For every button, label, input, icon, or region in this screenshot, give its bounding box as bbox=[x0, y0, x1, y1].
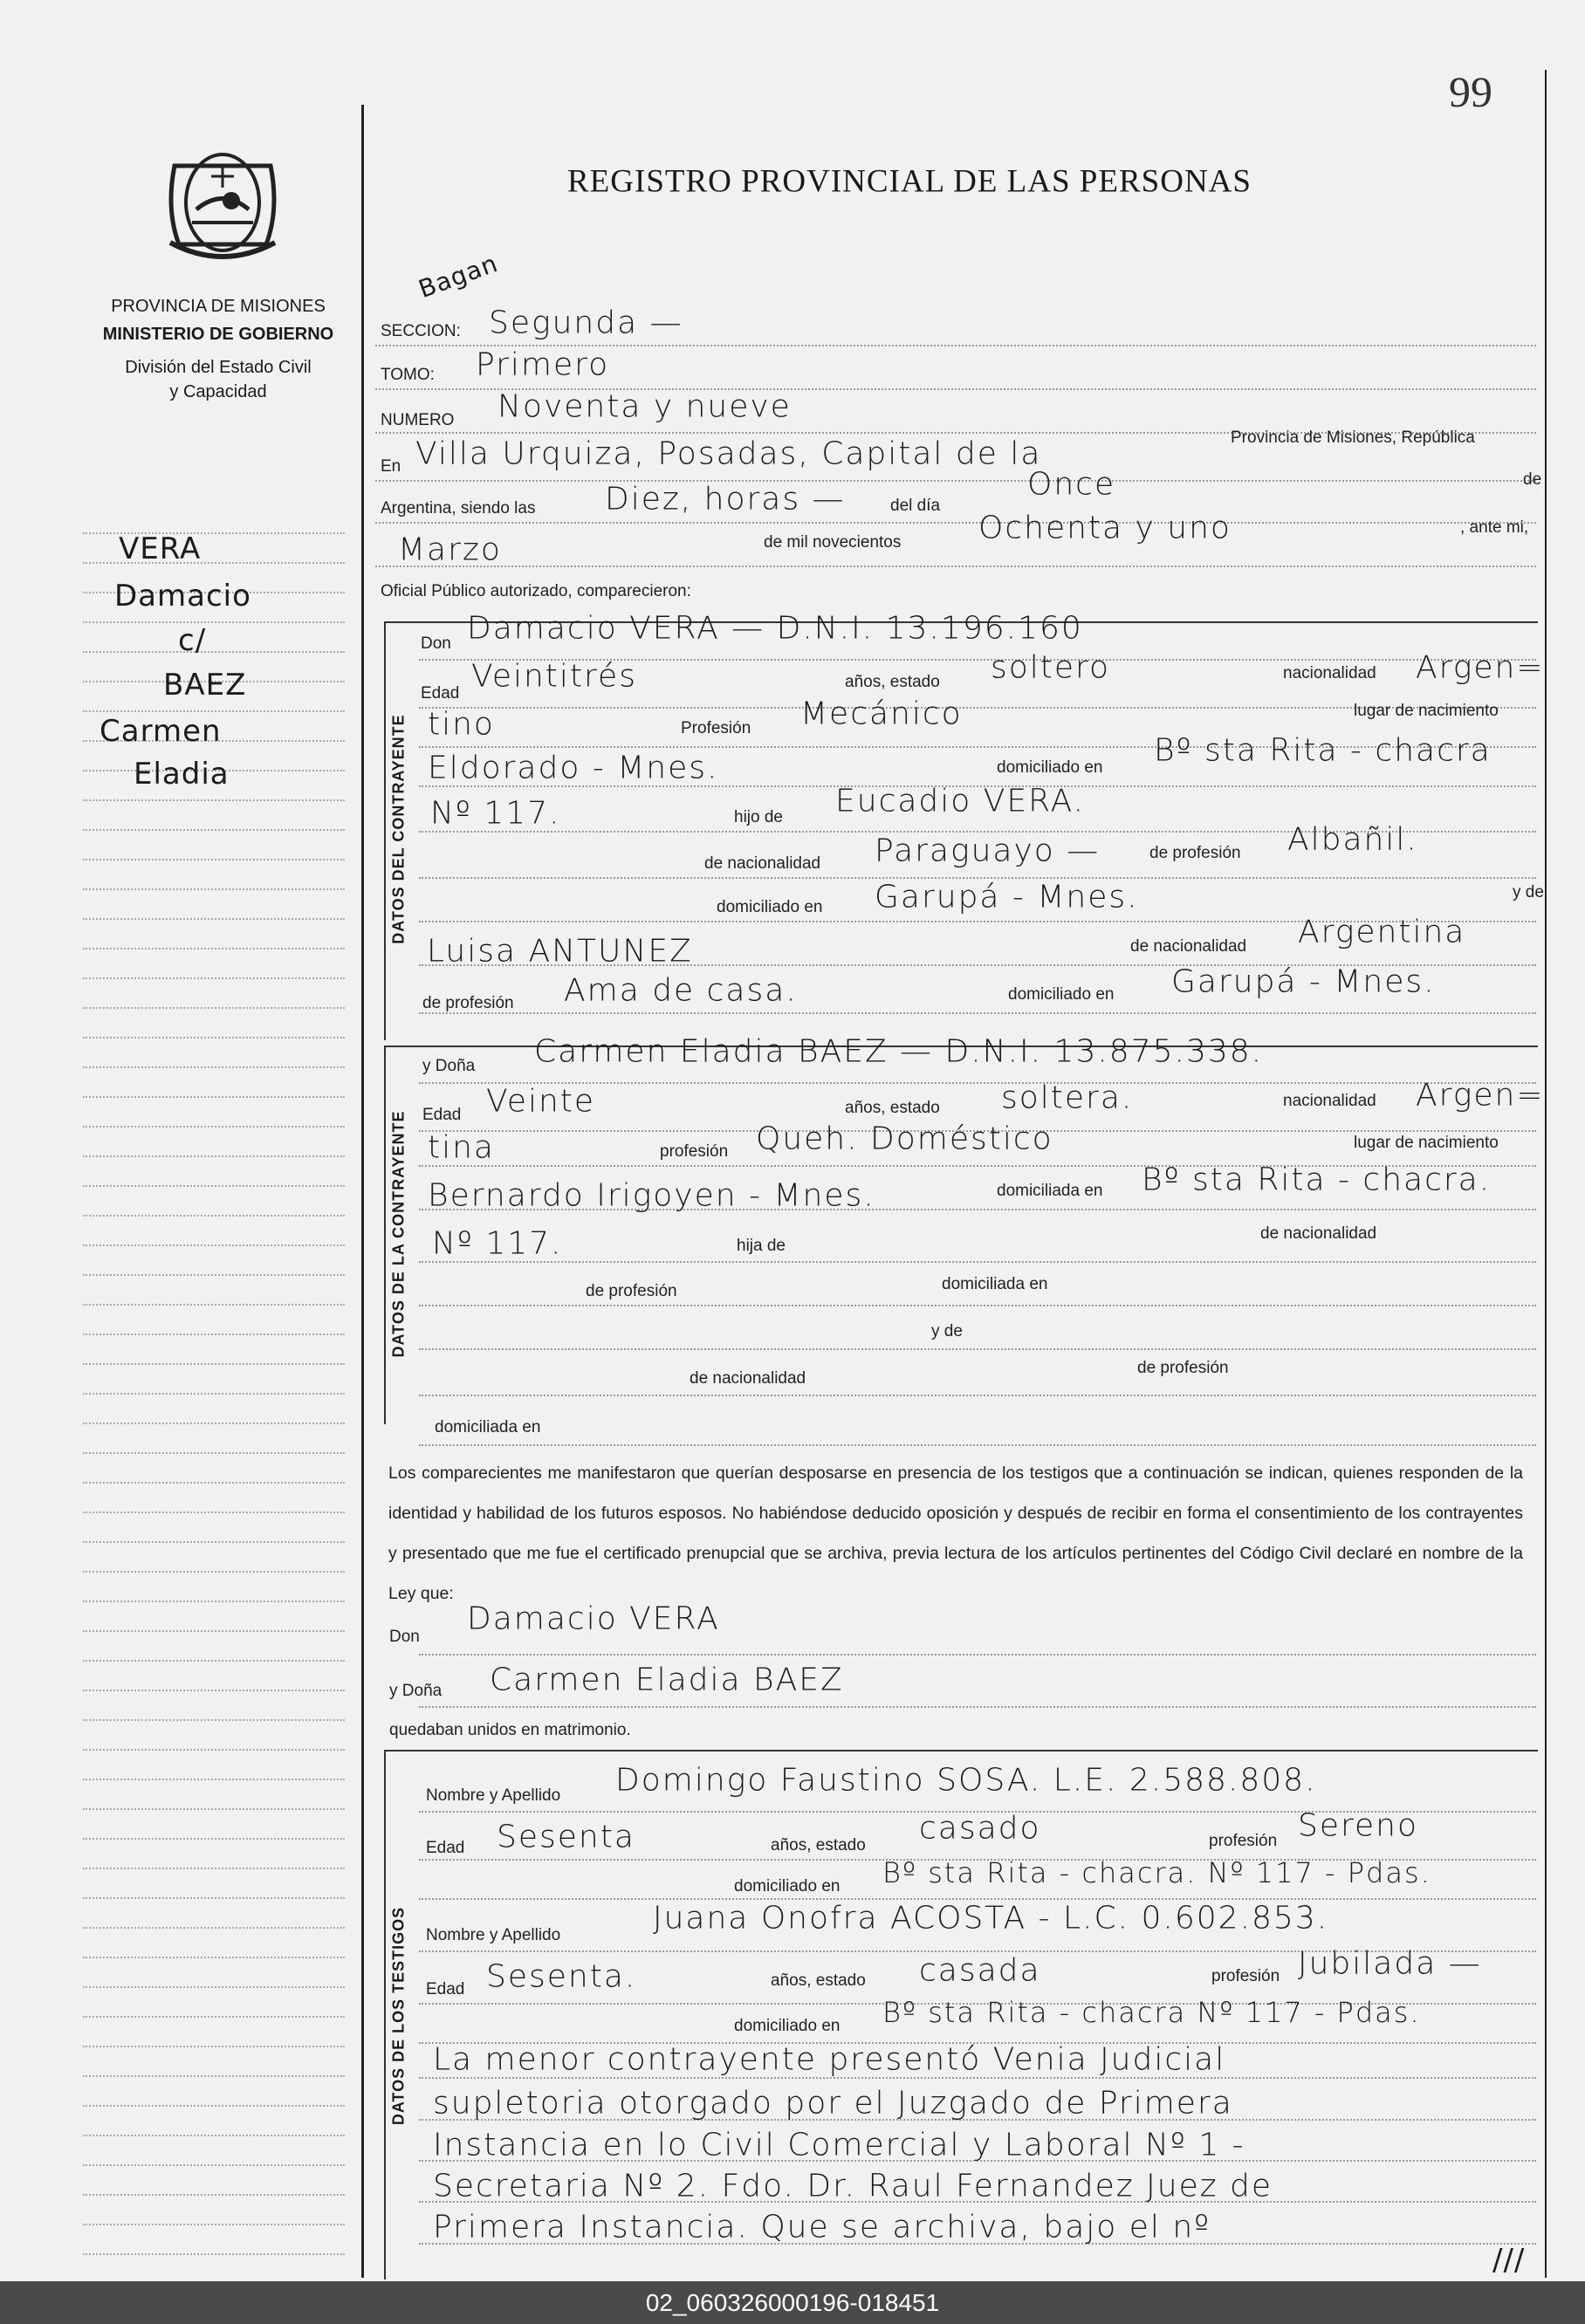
margin-ruled-line bbox=[83, 1452, 345, 1454]
margin-ruled-line bbox=[83, 1749, 345, 1751]
madre-nac-label: de nacionalidad bbox=[1130, 937, 1247, 956]
groom-age: Veintitrés bbox=[471, 658, 637, 695]
hija-label: hija de bbox=[737, 1237, 786, 1255]
hour-value: Diez, horas — bbox=[605, 481, 846, 518]
provincia-text: Provincia de Misiones, República bbox=[1231, 428, 1475, 447]
margin-ruled-line bbox=[83, 1808, 345, 1810]
margin-ruled-line bbox=[83, 1779, 345, 1780]
ministry-name: MINISTERIO DE GOBIERNO bbox=[102, 325, 334, 344]
end-mark: /// bbox=[1492, 2243, 1526, 2278]
witness-1-age: Sesenta bbox=[497, 1819, 635, 1855]
groom-address-cont: Nº 117. bbox=[430, 795, 561, 832]
numero-label: NUMERO bbox=[381, 411, 455, 429]
declared-bride: Carmen Eladia BAEZ bbox=[490, 1662, 844, 1698]
madre-prof-label: de profesión bbox=[422, 994, 514, 1012]
scan-id-footer: 02_060326000196-018451 bbox=[0, 2281, 1585, 2324]
margin-name: VERA bbox=[119, 531, 202, 566]
madre-dom-label: domiciliado en bbox=[1008, 985, 1115, 1004]
bride-address-cont: Nº 117. bbox=[432, 1225, 563, 1262]
seccion-label: SECCION: bbox=[381, 322, 461, 340]
margin-name: c/ bbox=[178, 623, 207, 658]
contrayente-section-label: DATOS DEL CONTRAYENTE bbox=[389, 714, 408, 944]
tomo-value: Primero bbox=[476, 346, 610, 383]
madre-nac-label: de nacionalidad bbox=[690, 1369, 806, 1388]
margin-ruled-line bbox=[83, 948, 345, 949]
bride-age: Veinte bbox=[486, 1083, 596, 1120]
division-name: División del Estado Civil bbox=[125, 358, 312, 377]
mother-nationality: Argentina bbox=[1298, 914, 1466, 950]
margin-ruled-line bbox=[83, 1512, 345, 1513]
margin-name: Carmen bbox=[99, 714, 222, 749]
witness-1-address: Bº sta Rita - chacra. Nº 117 - Pdas. bbox=[882, 1856, 1431, 1889]
madre-prof-label: de profesión bbox=[1137, 1359, 1229, 1377]
anios-label: años, estado bbox=[771, 1971, 866, 1990]
dona-label: y Doña bbox=[389, 1682, 443, 1700]
margin-ruled-line bbox=[83, 1066, 345, 1068]
note-line: supletoria otorgado por el Juzgado de Primera bbox=[433, 2085, 1233, 2122]
mother-address: Garupá - Mnes. bbox=[1171, 963, 1436, 1000]
witness-2-age: Sesenta. bbox=[486, 1958, 637, 1995]
form-line bbox=[375, 522, 1536, 524]
margin-ruled-line bbox=[83, 1096, 345, 1098]
province-name: PROVINCIA DE MISIONES bbox=[111, 297, 326, 316]
margin-ruled-line bbox=[83, 1630, 345, 1632]
margin-ruled-line bbox=[83, 1274, 345, 1276]
argentina-label: Argentina, siendo las bbox=[381, 499, 536, 518]
witness-1-profession: Sereno bbox=[1298, 1807, 1418, 1844]
edad-label: Edad bbox=[422, 1106, 462, 1124]
margin-ruled-line bbox=[83, 1393, 345, 1395]
division-name-2: y Capacidad bbox=[169, 382, 267, 401]
nombre-label: Nombre y Apellido bbox=[426, 1926, 561, 1944]
form-line bbox=[375, 480, 1536, 482]
seccion-value: Segunda — bbox=[489, 305, 683, 341]
bride-address: Bº sta Rita - chacra. bbox=[1142, 1162, 1492, 1198]
margin-ruled-line bbox=[83, 651, 345, 653]
bride-nationality: Argen= bbox=[1416, 1077, 1545, 1114]
margin-ruled-line bbox=[83, 1423, 345, 1424]
margin-ruled-line bbox=[83, 1927, 345, 1929]
misiones-seal-icon bbox=[157, 140, 288, 271]
mother-profession: Ama de casa. bbox=[564, 972, 798, 1009]
note-line: Secretaria Nº 2. Fdo. Dr. Raul Fernandez Juez de bbox=[433, 2168, 1273, 2204]
nacionalidad-label: nacionalidad bbox=[1283, 664, 1376, 682]
margin-name: BAEZ bbox=[163, 668, 247, 703]
don-label: Don bbox=[389, 1628, 420, 1646]
margin-ruled-line bbox=[83, 1571, 345, 1573]
numero-value: Noventa y nueve bbox=[497, 388, 792, 425]
margin-ruled-line bbox=[83, 2164, 345, 2166]
margin-name: Eladia bbox=[134, 757, 230, 792]
margin-ruled-line bbox=[83, 1215, 345, 1217]
anios-label: años, estado bbox=[845, 1099, 940, 1117]
profesion-label: profesión bbox=[1211, 1967, 1280, 1985]
margin-ruled-line bbox=[83, 621, 345, 623]
margin-ruled-line bbox=[83, 1185, 345, 1187]
form-line bbox=[419, 1654, 1536, 1656]
groom-address: Bº sta Rita - chacra bbox=[1154, 732, 1492, 769]
margin-ruled-line bbox=[83, 1541, 345, 1543]
margin-ruled-line bbox=[83, 918, 345, 920]
document-title: REGISTRO PROVINCIAL DE LAS PERSONAS bbox=[567, 163, 1252, 200]
margin-ruled-line bbox=[83, 1155, 345, 1157]
place-value: Villa Urquiza, Posadas, Capital de la bbox=[415, 435, 1042, 472]
edad-label: Edad bbox=[421, 684, 460, 703]
groom-birthplace: Eldorado - Mnes. bbox=[428, 750, 719, 786]
padre-nac-label: de nacionalidad bbox=[1260, 1224, 1377, 1243]
anio-label: de mil novecientos bbox=[764, 533, 902, 552]
form-line bbox=[375, 566, 1536, 567]
domicilio-label: domiciliado en bbox=[734, 1877, 841, 1896]
padre-dom-label: domiciliado en bbox=[717, 898, 823, 916]
groom-father: Eucadio VERA. bbox=[835, 783, 1086, 819]
form-line bbox=[419, 1444, 1536, 1446]
left-column-divider bbox=[361, 105, 364, 2278]
ante-label: , ante mi, bbox=[1460, 518, 1529, 537]
profesion-label: Profesión bbox=[681, 719, 751, 737]
margin-ruled-line bbox=[83, 1601, 345, 1602]
margin-ruled-line bbox=[83, 1007, 345, 1009]
margin-name: Damacio bbox=[114, 579, 251, 614]
groom-name: Damacio VERA — D.N.I. 13.196.160 bbox=[467, 610, 1083, 647]
margin-ruled-line bbox=[83, 1690, 345, 1691]
margin-ruled-line bbox=[83, 1482, 345, 1484]
anios-label: años, estado bbox=[845, 673, 940, 691]
margin-ruled-line bbox=[83, 1838, 345, 1840]
margin-ruled-line bbox=[83, 2046, 345, 2047]
margin-ruled-line bbox=[83, 2194, 345, 2196]
declaration-paragraph: Los comparecientes me manifestaron que querían desposarse en presencia de los testigos que a continuación se indican, quienes responden de la identidad y habilidad de los futuros esposos. No habiéndose deducido oposición y después de recibir en forma el consentimiento de los contrayentes y presentado que me fue el certificado prenupcial que se archiva, previa lectura de los artículos pertinentes del Código Civil declaré en nombre de la Ley que: bbox=[388, 1464, 1523, 1603]
margin-ruled-line bbox=[83, 799, 345, 801]
groom-mother: Luisa ANTUNEZ bbox=[427, 933, 693, 970]
de-label: de bbox=[1523, 470, 1542, 489]
page-number: 99 bbox=[1449, 67, 1492, 116]
bride-nationality-cont: tina bbox=[428, 1129, 495, 1166]
hijo-label: hijo de bbox=[734, 808, 783, 826]
day-value: Once bbox=[1027, 466, 1116, 503]
domicilio-label: domiciliado en bbox=[997, 758, 1103, 777]
father-address: Garupá - Mnes. bbox=[875, 879, 1139, 915]
witness-1-status: casado bbox=[919, 1810, 1041, 1847]
margin-ruled-line bbox=[83, 2105, 345, 2107]
declared-groom: Damacio VERA bbox=[467, 1601, 720, 1637]
groom-nationality: Argen= bbox=[1416, 649, 1545, 686]
note-line: La menor contrayente presentó Venia Judicial bbox=[433, 2041, 1226, 2078]
oficial-label: Oficial Público autorizado, comparecieron: bbox=[381, 582, 691, 600]
witness-2-profession: Jubilada — bbox=[1298, 1945, 1482, 1982]
profesion-label: profesión bbox=[660, 1142, 729, 1161]
y-de-label: y de bbox=[1513, 883, 1544, 901]
month-value: Marzo bbox=[398, 531, 502, 568]
testigos-section-label: DATOS DE LOS TESTIGOS bbox=[389, 1906, 408, 2126]
witness-2-status: casada bbox=[919, 1952, 1041, 1989]
bride-birthplace: Bernardo Irigoyen - Mnes. bbox=[428, 1177, 875, 1214]
bride-name: Carmen Eladia BAEZ — D.N.I. 13.875.338. bbox=[534, 1033, 1264, 1070]
margin-ruled-line bbox=[83, 1126, 345, 1128]
margin-ruled-line bbox=[83, 1660, 345, 1662]
groom-profession: Mecánico bbox=[800, 696, 963, 732]
edad-label: Edad bbox=[426, 1980, 465, 1998]
margin-ruled-line bbox=[83, 859, 345, 860]
nacionalidad-label: nacionalidad bbox=[1283, 1092, 1376, 1110]
anios-label: años, estado bbox=[771, 1836, 866, 1854]
madre-dom-label: domiciliada en bbox=[435, 1418, 541, 1436]
witness-2-address: Bº sta Rita - chacra Nº 117 - Pdas. bbox=[882, 1996, 1421, 2029]
father-nationality: Paraguayo — bbox=[875, 833, 1101, 869]
margin-ruled-line bbox=[83, 1363, 345, 1365]
margin-ruled-line bbox=[83, 1868, 345, 1869]
groom-nationality-cont: tino bbox=[428, 706, 495, 743]
don-label: Don bbox=[421, 634, 451, 653]
closing-text: quedaban unidos en matrimonio. bbox=[389, 1721, 631, 1739]
margin-ruled-line bbox=[83, 2135, 345, 2136]
margin-ruled-line bbox=[83, 977, 345, 979]
margin-ruled-line bbox=[83, 1244, 345, 1246]
father-profession: Albañil. bbox=[1287, 821, 1418, 858]
lugar-nacimiento-label: lugar de nacimiento bbox=[1354, 702, 1499, 720]
padre-dom-label: domiciliada en bbox=[942, 1275, 1048, 1293]
edad-label: Edad bbox=[426, 1839, 465, 1857]
margin-ruled-line bbox=[83, 1333, 345, 1335]
lugar-nacimiento-label: lugar de nacimiento bbox=[1354, 1134, 1499, 1152]
nombre-label: Nombre y Apellido bbox=[426, 1786, 561, 1805]
margin-ruled-line bbox=[83, 1304, 345, 1306]
witness-1-name: Domingo Faustino SOSA. L.E. 2.588.808. bbox=[615, 1762, 1317, 1799]
margin-ruled-line bbox=[83, 2075, 345, 2077]
margin-note: Bagan bbox=[415, 248, 502, 305]
dia-label: del día bbox=[890, 497, 941, 515]
margin-ruled-line bbox=[83, 1897, 345, 1899]
tomo-label: TOMO: bbox=[381, 366, 435, 384]
profesion-label: profesión bbox=[1209, 1832, 1278, 1850]
padre-nac-label: de nacionalidad bbox=[704, 854, 821, 873]
form-line bbox=[419, 1706, 1536, 1708]
note-line: Primera Instancia. Que se archiva, bajo el nº bbox=[433, 2209, 1211, 2245]
witness-2-name: Juana Onofra ACOSTA - L.C. 0.602.853. bbox=[653, 1900, 1329, 1937]
margin-ruled-line bbox=[83, 1719, 345, 1721]
margin-ruled-line bbox=[83, 1986, 345, 1988]
margin-ruled-line bbox=[83, 829, 345, 831]
contrayenta-section-label: DATOS DE LA CONTRAYENTE bbox=[389, 1110, 408, 1358]
dona-label: y Doña bbox=[422, 1057, 476, 1075]
margin-ruled-line bbox=[83, 1037, 345, 1039]
padre-prof-label: de profesión bbox=[1149, 844, 1241, 862]
margin-ruled-line bbox=[83, 710, 345, 712]
groom-status: soltero bbox=[991, 649, 1111, 686]
margin-ruled-line bbox=[83, 2224, 345, 2225]
domicilio-label: domiciliada en bbox=[997, 1182, 1103, 1200]
note-line: Instancia en lo Civil Comercial y Laboral Nº 1 - bbox=[433, 2127, 1245, 2163]
year-value: Ochenta y uno bbox=[978, 510, 1232, 546]
en-label: En bbox=[381, 457, 401, 476]
bride-status: soltera. bbox=[1001, 1080, 1134, 1116]
bride-profession: Queh. Doméstico bbox=[756, 1121, 1053, 1157]
y-de-label: y de bbox=[931, 1322, 963, 1340]
margin-ruled-line bbox=[83, 888, 345, 890]
margin-ruled-line bbox=[83, 2016, 345, 2018]
right-border bbox=[1545, 70, 1547, 2278]
padre-prof-label: de profesión bbox=[586, 1282, 677, 1300]
margin-ruled-line bbox=[83, 1957, 345, 1958]
domicilio-label: domiciliado en bbox=[734, 2017, 841, 2035]
margin-ruled-line bbox=[83, 2253, 345, 2255]
